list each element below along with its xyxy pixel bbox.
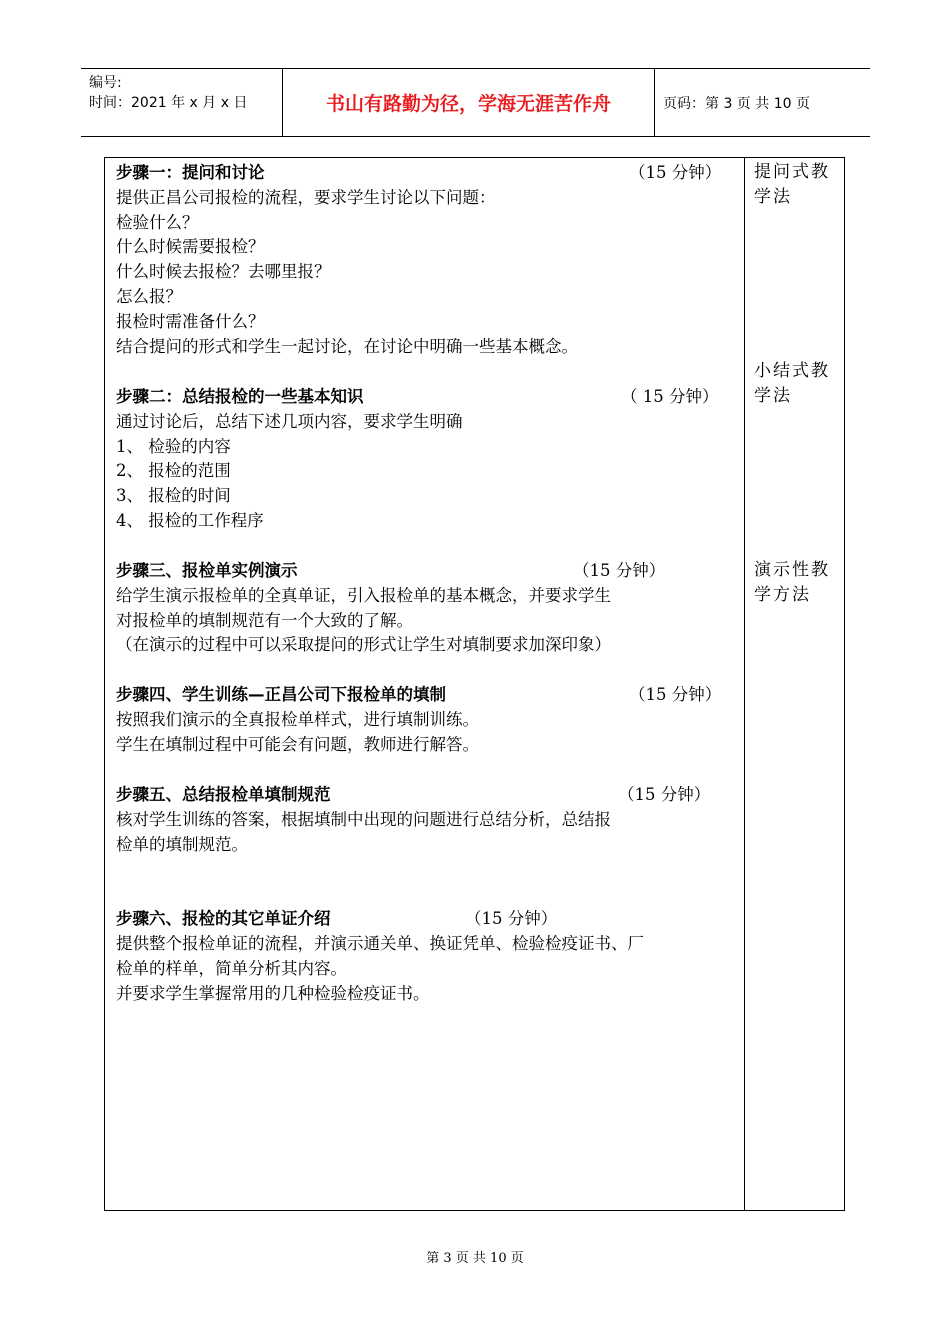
step-2-line: 3、 报检的时间: [116, 486, 231, 505]
method-note: [754, 359, 842, 409]
step-6-line: 提供整个报检单证的流程，并演示通关单、换证凭单、检验检疫证书、厂: [116, 934, 644, 953]
step-1-line: 结合提问的形式和学生一起讨论，在讨论中明确一些基本概念。: [116, 337, 578, 356]
step-6-line: 并要求学生掌握常用的几种检验检疫证书。: [116, 984, 430, 1003]
page-footer: 第 3 页 共 10 页: [426, 1251, 524, 1266]
step-4-duration: （15 分钟）: [629, 685, 722, 704]
step-2-line: 2、 报检的范围: [116, 461, 231, 480]
header-meta: [81, 69, 283, 136]
method-line: 提问式教: [754, 162, 830, 182]
method-line: 小结式教: [754, 361, 830, 381]
method-line: 演示性教: [754, 560, 830, 580]
step-3-line: 给学生演示报检单的全真单证，引入报检单的基本概念，并要求学生: [116, 586, 611, 605]
step-6-title: 步骤六、报检的其它单证介绍: [116, 909, 331, 928]
step-5-line: 核对学生训练的答案，根据填制中出现的问题进行总结分析，总结报: [116, 810, 611, 829]
column-divider: [744, 158, 745, 1210]
step-1-line: 怎么报？: [116, 287, 182, 306]
step-6-duration: （15 分钟）: [465, 909, 558, 928]
step-3-title: 步骤三、报检单实例演示: [116, 561, 298, 580]
step-6-line: 检单的样单，简单分析其内容。: [116, 959, 347, 978]
step-4-title: 步骤四、学生训练—正昌公司下报检单的填制: [116, 685, 446, 704]
method-note: [754, 558, 842, 608]
step-1-line: 提供正昌公司报检的流程，要求学生讨论以下问题：: [116, 188, 496, 207]
step-5-title: 步骤五、总结报检单填制规范: [116, 785, 331, 804]
step-5-duration: （15 分钟）: [618, 785, 711, 804]
time-label: 时间：2021 年 x 月 x 日: [89, 95, 248, 111]
step-2-title: 步骤二：总结报检的一些基本知识: [116, 387, 364, 406]
step-3-line: 对报检单的填制规范有一个大致的了解。: [116, 611, 413, 630]
step-1-duration: （15 分钟）: [629, 163, 722, 182]
step-2-line: 通过讨论后，总结下述几项内容，要求学生明确: [116, 412, 463, 431]
page-info-text: 页码：第 3 页 共 10 页: [663, 95, 810, 112]
method-line: 学法: [754, 187, 792, 207]
step-1-line: 检验什么？: [116, 213, 199, 232]
lesson-table: [104, 157, 845, 1211]
step-1-line: 什么时候去报检？去哪里报？: [116, 262, 331, 281]
number-label: 编号:: [89, 75, 122, 91]
step-2-duration: （ 15 分钟）: [621, 387, 719, 406]
method-line: 学方法: [754, 585, 811, 605]
step-1-title: 步骤一：提问和讨论: [116, 163, 265, 182]
step-2-line: 1、 检验的内容: [116, 437, 231, 456]
step-5-line: 检单的填制规范。: [116, 835, 248, 854]
method-line: 学法: [754, 386, 792, 406]
motto: 书山有路勤为径，学海无涯苦作舟: [283, 69, 655, 136]
page-info: [663, 69, 870, 136]
step-3-duration: （15 分钟）: [573, 561, 666, 580]
page-header: [81, 68, 870, 137]
step-3-line: （在演示的过程中可以采取提问的形式让学生对填制要求加深印象）: [116, 635, 611, 654]
step-4-line: 学生在填制过程中可能会有问题，教师进行解答。: [116, 735, 479, 754]
method-note: [754, 160, 842, 210]
step-4-line: 按照我们演示的全真报检单样式，进行填制训练。: [116, 710, 479, 729]
step-1-line: 报检时需准备什么？: [116, 312, 265, 331]
step-1-line: 什么时候需要报检？: [116, 237, 265, 256]
step-2-line: 4、 报检的工作程序: [116, 511, 264, 530]
